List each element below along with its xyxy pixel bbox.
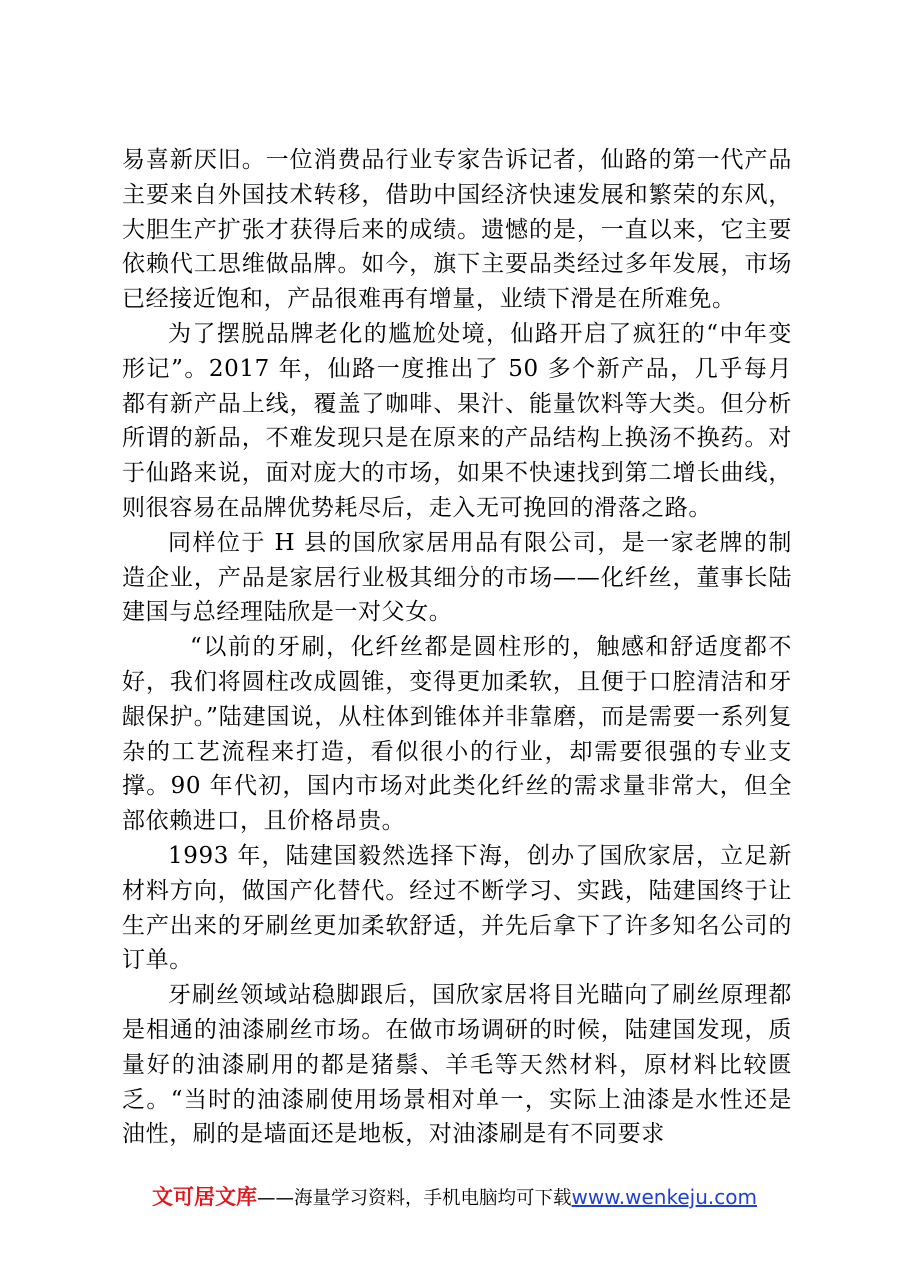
paragraph-1993: 1993 年，陆建国毅然选择下海，创办了国欣家居，立足新材料方向，做国产化替代。经过不断学习、实践，陆建国终于让生产出来的牙刷丝更加柔软舒适，并先后拿下了许多知名公司的订单。 (122, 842, 792, 974)
footer-link[interactable]: www.wenkeju.com (571, 1185, 757, 1209)
paragraph-midlife-transformation: 为了摆脱品牌老化的尴尬处境，仙路开启了疯狂的“中年变形记”。2017 年，仙路一度推出了 50 多个新产品，几乎每月都有新产品上线，覆盖了咖啡、果汁、能量饮料等大类。但分析所谓的新品，不难发现只是在原来的产品结构上换汤不换药。对于仙路来说，面对庞大的市场，如果不快速找到第二增长曲线，则很容易在品牌优势耗尽后，走入无可挽回的滑落之路。 (122, 320, 792, 521)
page-footer (0, 1181, 909, 1211)
footer-brand: 文可居文库 (152, 1185, 258, 1209)
footer-slogan: ——海量学习资料，手机电脑均可下载 (257, 1188, 572, 1209)
paragraph-continuation: 易喜新厌旧。一位消费品行业专家告诉记者，仙路的第一代产品主要来自外国技术转移，借助中国经济快速发展和繁荣的东风，大胆生产扩张才获得后来的成绩。遗憾的是，一直以来，它主要依赖代工思维做品牌。如今，旗下主要品类经过多年发展，市场已经接近饱和，产品很难再有增量，业绩下滑是在所难免。 (122, 147, 792, 313)
paragraph-guoxin-intro: 同样位于 H 县的国欣家居用品有限公司，是一家老牌的制造企业，产品是家居行业极其细分的市场——化纤丝，董事长陆建国与总经理陆欣是一对父女。 (122, 529, 792, 626)
paragraph-paint-brush: 牙刷丝领域站稳脚跟后，国欣家居将目光瞄向了刷丝原理都是相通的油漆刷丝市场。在做市场调研的时候，陆建国发现，质量好的油漆刷用的都是猪鬃、羊毛等天然材料，原材料比较匮乏。“当时的油漆刷使用场景相对单一，实际上油漆是水性还是油性，刷的是墙面还是地板，对油漆刷是有不同要求 (122, 982, 792, 1148)
document-body (122, 143, 792, 1152)
paragraph-quote-toothbrush: “以前的牙刷，化纤丝都是圆柱形的，触感和舒适度都不好，我们将圆柱改成圆锥，变得更加柔软，且便于口腔清洁和牙龈保护。”陆建国说，从柱体到锥体并非靠磨，而是需要一系列复杂的工艺流程来打造，看似很小的行业，却需要很强的专业支撑。90 年代初，国内市场对此类化纤丝的需求量非常大，但全部依赖进口，且价格昂贵。 (122, 634, 792, 835)
